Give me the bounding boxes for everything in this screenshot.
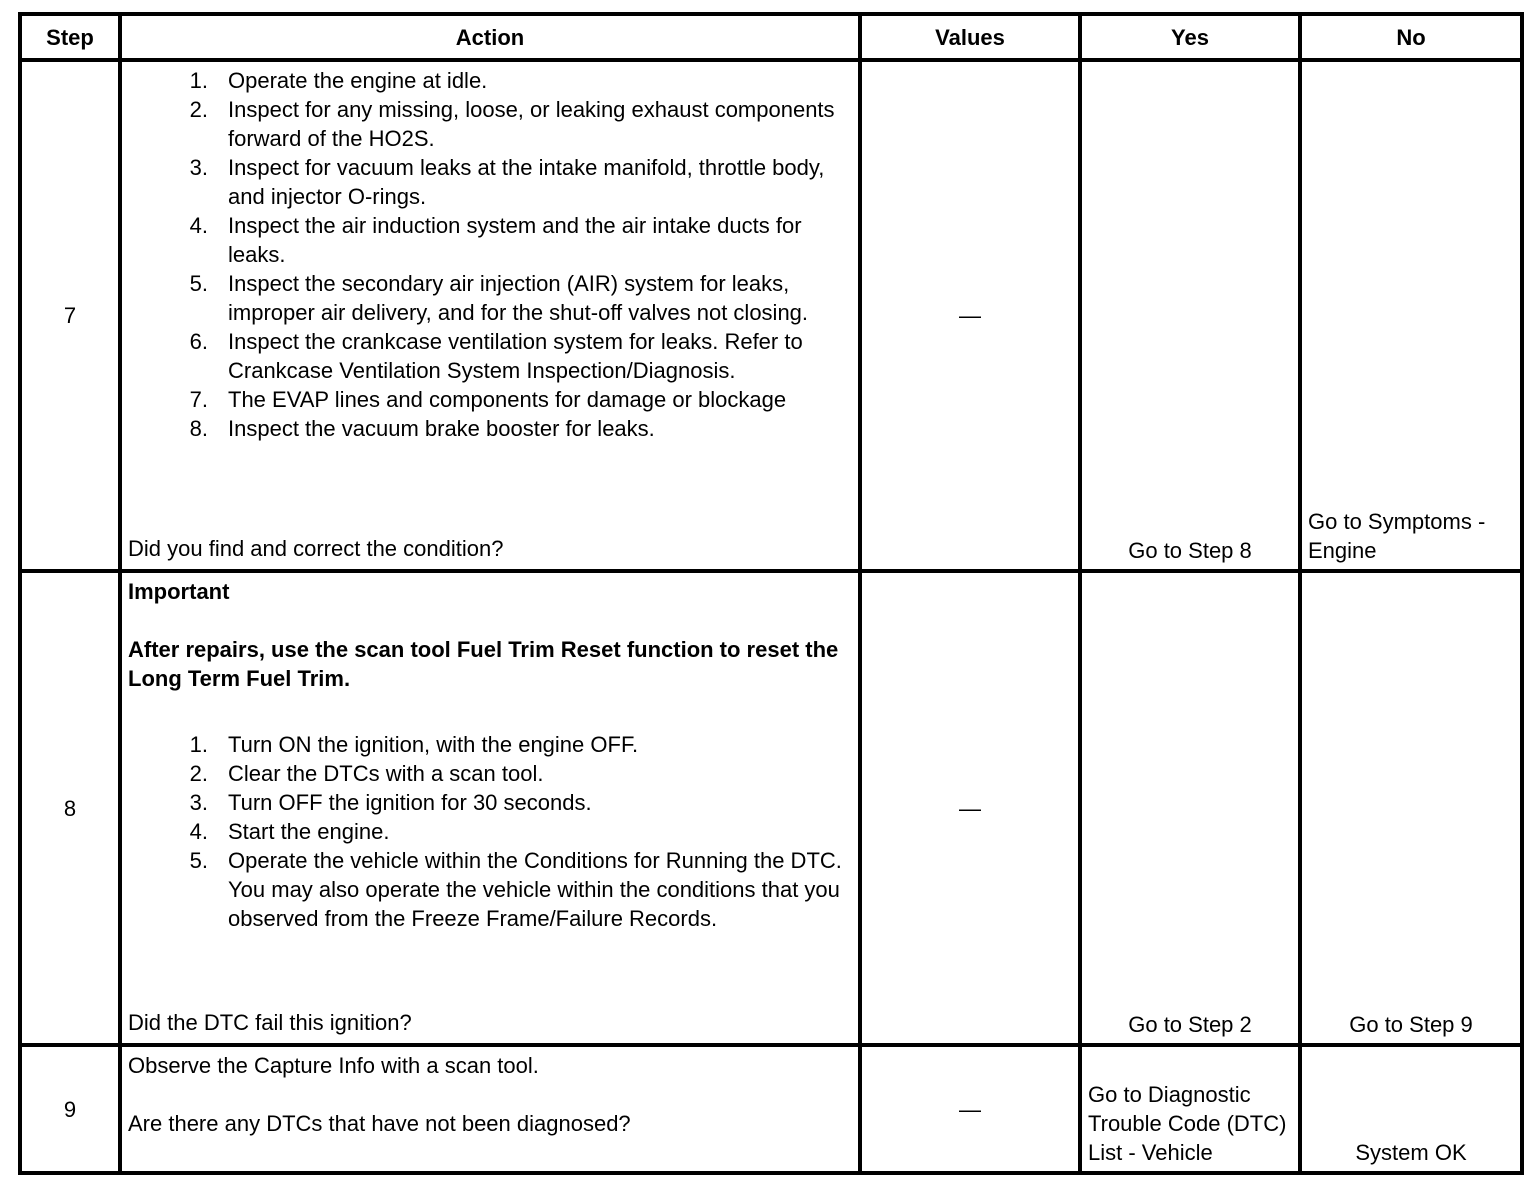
action-list	[128, 66, 852, 443]
yes-cell: Go to Step 2	[1080, 571, 1300, 1045]
yes-cell: Go to Diagnostic Trouble Code (DTC) List - Vehicle	[1080, 1045, 1300, 1173]
list-item: 2. Clear the DTCs with a scan tool.	[189, 761, 544, 786]
list-item: 3. Inspect for vacuum leaks at the intake manifold, throttle body, and injector O-rings.	[189, 155, 825, 209]
header-step: Step	[20, 14, 120, 60]
step-number: 8	[20, 571, 120, 1045]
header-yes: Yes	[1080, 14, 1300, 60]
action-question: Did you find and correct the condition?	[128, 536, 504, 561]
header-action: Action	[120, 14, 860, 60]
table-row-step-7	[20, 60, 1522, 571]
values-cell: —	[860, 60, 1080, 571]
diagnostic-table	[18, 12, 1524, 1175]
action-question: Are there any DTCs that have not been diagnosed?	[128, 1111, 631, 1136]
action-question: Did the DTC fail this ignition?	[128, 1010, 412, 1035]
values-cell: —	[860, 1045, 1080, 1173]
important-title: Important	[128, 579, 230, 604]
table-row-step-9	[20, 1045, 1522, 1173]
step-number: 7	[20, 60, 120, 571]
header-row	[20, 14, 1522, 60]
header-no: No	[1300, 14, 1522, 60]
list-item: 7. The EVAP lines and components for damage or blockage	[189, 387, 787, 412]
no-cell: Go to Symptoms - Engine	[1300, 60, 1522, 571]
list-item: 1. Operate the engine at idle.	[189, 68, 488, 93]
important-text: After repairs, use the scan tool Fuel Trim Reset function to reset the Long Term Fuel Trim.	[128, 637, 839, 691]
action-instruction: Observe the Capture Info with a scan tool.	[128, 1053, 539, 1078]
yes-cell: Go to Step 8	[1080, 60, 1300, 571]
values-cell: —	[860, 571, 1080, 1045]
action-list	[128, 730, 852, 933]
no-cell: System OK	[1300, 1045, 1522, 1173]
action-cell	[120, 1045, 860, 1173]
header-values: Values	[860, 14, 1080, 60]
action-cell	[120, 571, 860, 1045]
list-item: 4. Inspect the air induction system and the air intake ducts for leaks.	[189, 213, 802, 267]
list-item: 5. Inspect the secondary air injection (AIR) system for leaks, improper air delivery, and for the shut-off valves not closing.	[189, 271, 809, 325]
list-item: 5. Operate the vehicle within the Conditions for Running the DTC. You may also operate the vehicle within the conditions that you observed from the Freeze Frame/Failure Records.	[189, 848, 842, 931]
list-item: 2. Inspect for any missing, loose, or leaking exhaust components forward of the HO2S.	[189, 97, 835, 151]
action-cell	[120, 60, 860, 571]
list-item: 3. Turn OFF the ignition for 30 seconds.	[189, 790, 592, 815]
list-item: 8. Inspect the vacuum brake booster for leaks.	[189, 416, 655, 441]
step-number: 9	[20, 1045, 120, 1173]
list-item: 4. Start the engine.	[189, 819, 390, 844]
table-row-step-8	[20, 571, 1522, 1045]
no-cell: Go to Step 9	[1300, 571, 1522, 1045]
list-item: 1. Turn ON the ignition, with the engine OFF.	[189, 732, 639, 757]
list-item: 6. Inspect the crankcase ventilation system for leaks. Refer to Crankcase Ventilation System Inspection/Diagnosis.	[189, 329, 803, 383]
